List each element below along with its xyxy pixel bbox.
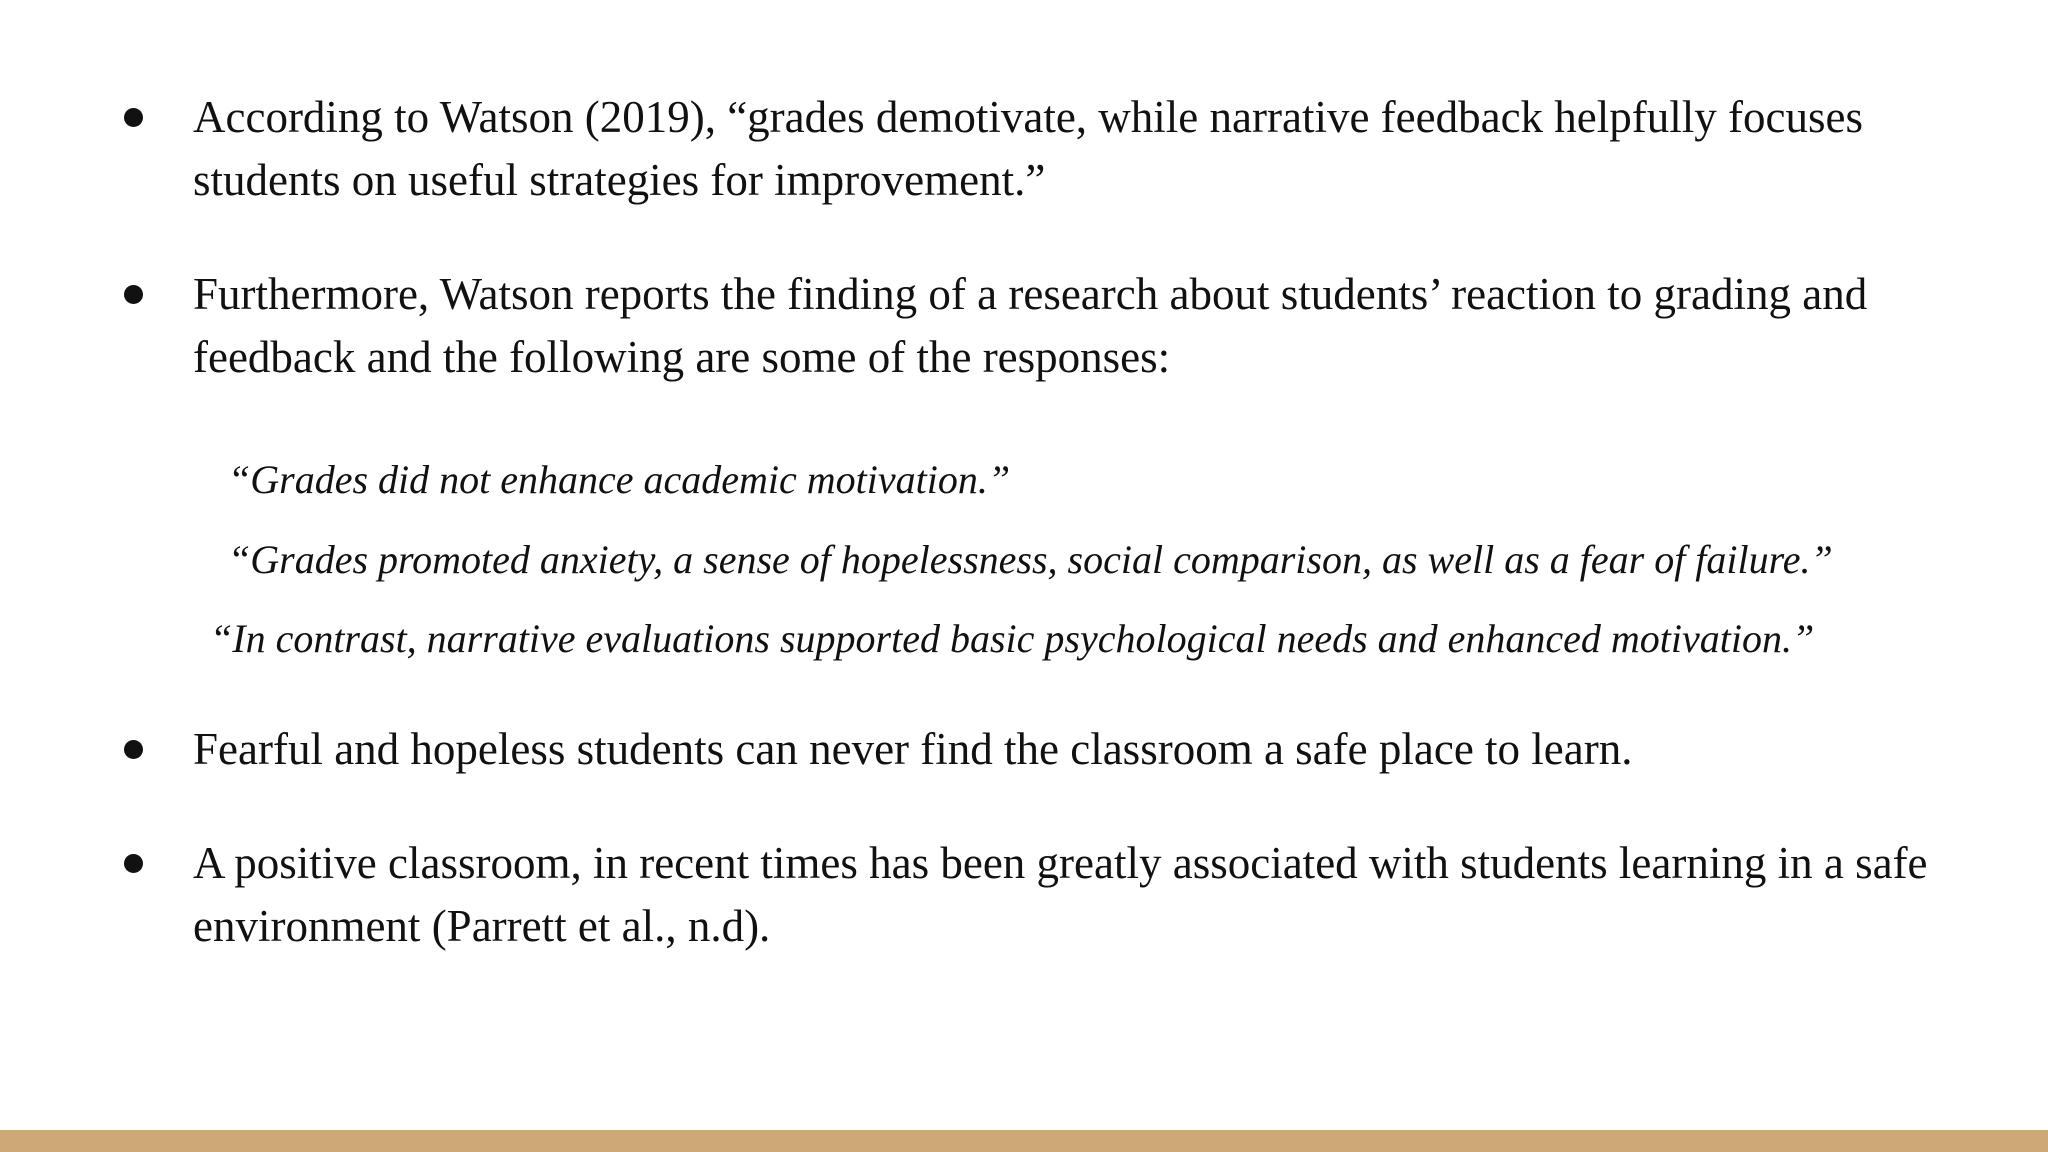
bullet-line: Fearful and hopeless students can never find the classroom a safe place to learn. bbox=[193, 724, 1633, 774]
bullet-line: According to Watson (2019), “grades demotivate, while narrative feedback helpfully focuses bbox=[193, 92, 1863, 142]
bullet-text bbox=[193, 263, 1993, 389]
bullet-dot-icon bbox=[124, 740, 143, 759]
bullet-line: A positive classroom, in recent times has been greatly associated with students learning in a safe bbox=[193, 838, 1928, 888]
bullet-text bbox=[193, 718, 1993, 781]
bullet-dot-icon bbox=[124, 108, 143, 127]
bullet-dot-icon bbox=[124, 285, 143, 304]
bullet-text bbox=[193, 832, 1993, 958]
quote-line: “Grades promoted anxiety, a sense of hopelessness, social comparison, as well as a fear of failure.” bbox=[228, 537, 1833, 582]
bullet-line: environment (Parrett et al., n.d). bbox=[193, 901, 771, 951]
bullet-text bbox=[193, 86, 1993, 212]
quote-line: “In contrast, narrative evaluations supported basic psychological needs and enhanced motivation.” bbox=[210, 616, 1815, 661]
footer-accent-bar bbox=[0, 1130, 2048, 1152]
bullet-line: Furthermore, Watson reports the finding of a research about students’ reaction to grading and bbox=[193, 269, 1868, 319]
bullet-line: students on useful strategies for improvement.” bbox=[193, 155, 1046, 205]
bullet-line: feedback and the following are some of the responses: bbox=[193, 332, 1171, 382]
quote-line: “Grades did not enhance academic motivation.” bbox=[228, 457, 1011, 502]
bullet-dot-icon bbox=[124, 854, 143, 873]
